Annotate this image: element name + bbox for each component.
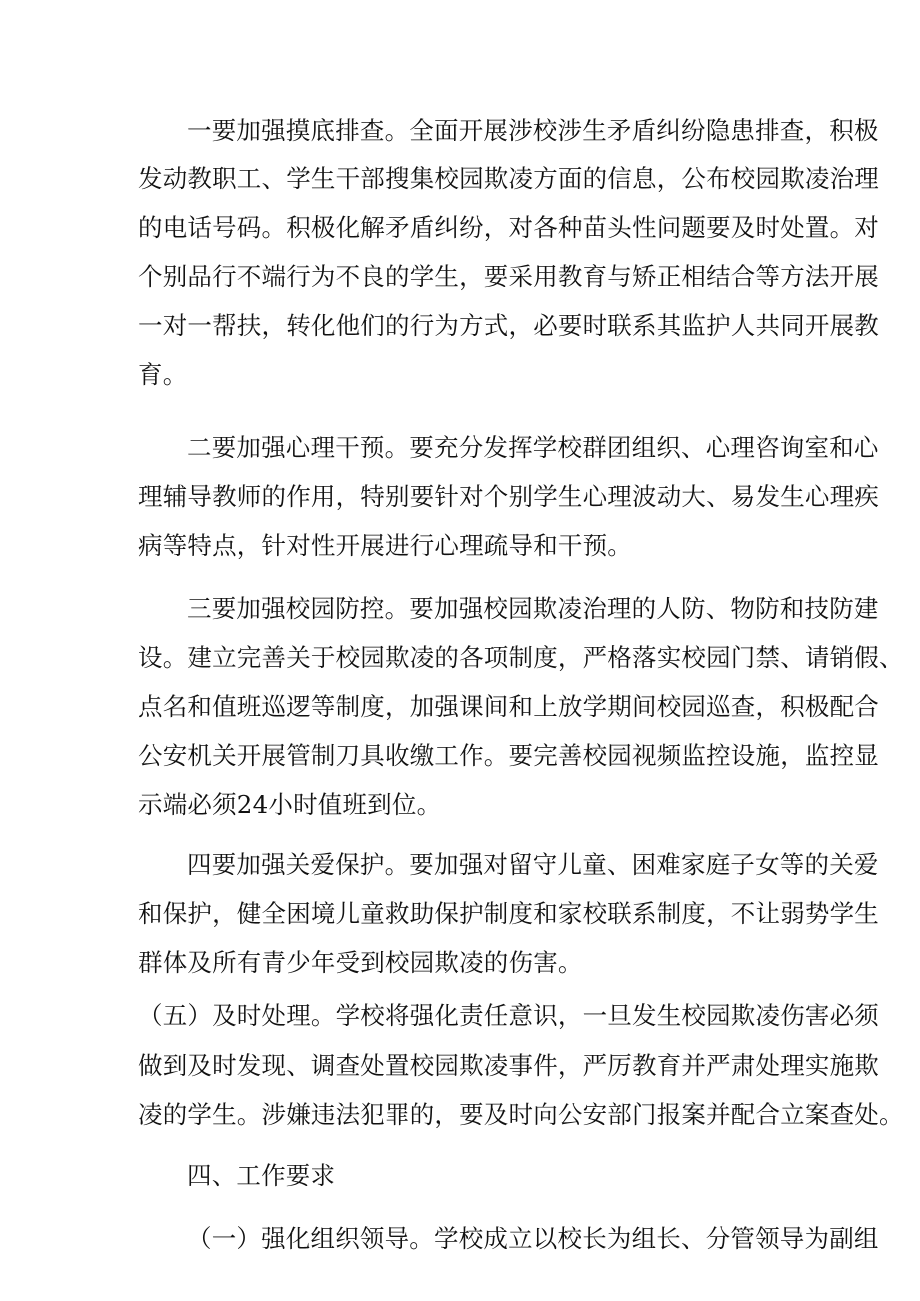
- paragraph-3-line-1: 三要加强校园防控。要加强校园欺凌治理的人防、物防和技防建: [187, 594, 879, 623]
- paragraph-6-line-1: （一）强化组织领导。学校成立以校长为组长、分管领导为副组: [187, 1224, 879, 1253]
- paragraph-1-line-2: 发动教职工、学生干部搜集校园欺凌方面的信息，公布校园欺凌治理: [138, 164, 879, 193]
- paragraph-5-line-3: 凌的学生。涉嫌违法犯罪的，要及时向公安部门报案并配合立案查处。: [138, 1100, 904, 1129]
- paragraph-2-line-1: 二要加强心理干预。要充分发挥学校群团组织、心理咨询室和心: [187, 433, 879, 462]
- paragraph-3-line-4: 公安机关开展管制刀具收缴工作。要完善校园视频监控设施，监控显: [138, 741, 879, 770]
- paragraph-1-line-5: 一对一帮扶，转化他们的行为方式，必要时联系其监护人共同开展教: [138, 311, 879, 340]
- paragraph-4-line-2: 和保护，健全困境儿童救助保护制度和家校联系制度，不让弱势学生: [138, 899, 879, 928]
- paragraph-3-line-5: 示端必须24小时值班到位。: [138, 790, 442, 819]
- paragraph-1-line-4: 个别品行不端行为不良的学生，要采用教育与矫正相结合等方法开展: [138, 262, 879, 291]
- paragraph-2-line-2: 理辅导教师的作用，特别要针对个别学生心理波动大、易发生心理疾: [138, 482, 879, 511]
- paragraph-1-line-6: 育。: [138, 360, 188, 389]
- paragraph-3-line-3: 点名和值班巡逻等制度，加强课间和上放学期间校园巡查，积极配合: [138, 692, 879, 721]
- paragraph-5-line-1: （五）及时处理。学校将强化责任意识，一旦发生校园欺凌伤害必须: [138, 1001, 879, 1030]
- paragraph-1-line-1: 一要加强摸底排查。全面开展涉校涉生矛盾纠纷隐患排查，积极: [187, 116, 879, 145]
- paragraph-4-line-3: 群体及所有青少年受到校园欺凌的伤害。: [138, 948, 583, 977]
- paragraph-1-line-3: 的电话号码。积极化解矛盾纠纷，对各种苗头性问题要及时处置。对: [138, 213, 879, 242]
- paragraph-4-line-1: 四要加强关爱保护。要加强对留守儿童、困难家庭子女等的关爱: [187, 850, 879, 879]
- paragraph-3-line-2: 设。建立完善关于校园欺凌的各项制度，严格落实校园门禁、请销假、: [138, 643, 904, 672]
- paragraph-5-line-2: 做到及时发现、调查处置校园欺凌事件，严厉教育并严肃处理实施欺: [138, 1051, 879, 1080]
- paragraph-2-line-3: 病等特点，针对性开展进行心理疏导和干预。: [138, 531, 632, 560]
- section-heading: 四、工作要求: [187, 1161, 336, 1190]
